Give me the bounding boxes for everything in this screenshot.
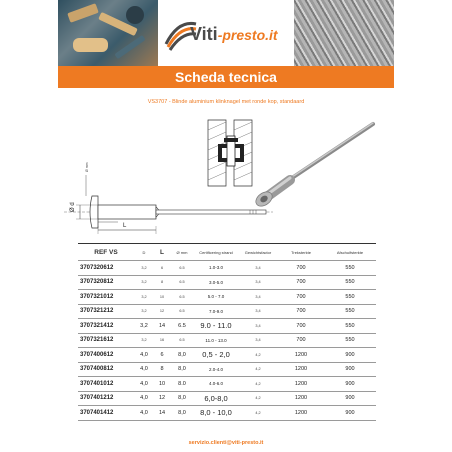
cell-tensile: 1200 bbox=[278, 391, 324, 406]
col-ref: REF VS bbox=[78, 244, 134, 261]
rivet-photo-icon bbox=[253, 123, 373, 209]
rivet-section-icon bbox=[208, 120, 252, 186]
datasheet-page bbox=[58, 0, 394, 452]
table-header-row bbox=[78, 244, 376, 261]
table-row bbox=[78, 304, 376, 319]
cell-ref: 3707321412 bbox=[78, 319, 134, 334]
product-subtitle: VS3707 - Blinde aluminium klinknagel met ronde kop, standaard bbox=[147, 99, 305, 105]
label-diameter: Ø d bbox=[70, 202, 76, 212]
cell-range: 4.0-6.0 bbox=[194, 377, 238, 392]
cell-tensile: 700 bbox=[278, 275, 324, 290]
cell-l: 14 bbox=[154, 406, 170, 421]
cell-d: 4,0 bbox=[134, 348, 154, 363]
cell-factor: 3,4 bbox=[238, 275, 278, 290]
cell-dmm: 8,0 bbox=[170, 362, 194, 377]
cell-shear: 550 bbox=[324, 319, 376, 334]
cell-ref: 3707320612 bbox=[78, 261, 134, 276]
cell-factor: 3,4 bbox=[238, 290, 278, 305]
cell-shear: 550 bbox=[324, 304, 376, 319]
cell-range: 9.0 - 11.0 bbox=[194, 319, 238, 334]
cell-tensile: 1200 bbox=[278, 377, 324, 392]
cell-shear: 900 bbox=[324, 362, 376, 377]
cell-ref: 3707401412 bbox=[78, 406, 134, 421]
logo[interactable] bbox=[190, 24, 278, 45]
cell-tensile: 700 bbox=[278, 261, 324, 276]
cell-dmm: 6.5 bbox=[170, 304, 194, 319]
cell-factor: 3,4 bbox=[238, 319, 278, 334]
table-row bbox=[78, 348, 376, 363]
cell-l: 10 bbox=[154, 290, 170, 305]
cell-shear: 550 bbox=[324, 261, 376, 276]
cell-d: 3,2 bbox=[134, 275, 154, 290]
cell-range: 7.0-9.0 bbox=[194, 304, 238, 319]
col-dmm: Ø mm bbox=[170, 244, 194, 261]
cell-ref: 3707401012 bbox=[78, 377, 134, 392]
cell-d: 3,2 bbox=[134, 319, 154, 334]
cell-l: 6 bbox=[154, 348, 170, 363]
cell-shear: 550 bbox=[324, 333, 376, 348]
table-row bbox=[78, 290, 376, 305]
table-row bbox=[78, 406, 376, 421]
cell-shear: 900 bbox=[324, 406, 376, 421]
cell-ref: 3707401212 bbox=[78, 391, 134, 406]
cell-tensile: 700 bbox=[278, 290, 324, 305]
cell-tensile: 1200 bbox=[278, 406, 324, 421]
cell-l: 6 bbox=[154, 261, 170, 276]
cell-d: 3,2 bbox=[134, 333, 154, 348]
cell-shear: 550 bbox=[324, 290, 376, 305]
tools-photo bbox=[58, 0, 158, 68]
cell-dmm: 6.5 bbox=[170, 333, 194, 348]
specs-table bbox=[78, 243, 376, 421]
logo-text: Viti bbox=[190, 24, 218, 44]
cell-factor: 4,2 bbox=[238, 391, 278, 406]
cell-factor: 3,4 bbox=[238, 261, 278, 276]
cell-tensile: 700 bbox=[278, 319, 324, 334]
cell-tensile: 1200 bbox=[278, 348, 324, 363]
col-d: D bbox=[134, 244, 154, 261]
cell-ref: 3707321612 bbox=[78, 333, 134, 348]
cell-shear: 550 bbox=[324, 275, 376, 290]
cell-dmm: 6.5 bbox=[170, 290, 194, 305]
contact-email[interactable]: servizio.clienti@viti-presto.it bbox=[188, 440, 264, 446]
table-row bbox=[78, 391, 376, 406]
cell-ref: 3707321212 bbox=[78, 304, 134, 319]
cell-tensile: 700 bbox=[278, 304, 324, 319]
cell-l: 10 bbox=[154, 377, 170, 392]
col-tensile: Treksterkte bbox=[278, 244, 324, 261]
cell-d: 4,0 bbox=[134, 377, 154, 392]
cell-dmm: 6.5 bbox=[170, 319, 194, 334]
cell-factor: 4,2 bbox=[238, 377, 278, 392]
cell-d: 3,2 bbox=[134, 304, 154, 319]
table-row bbox=[78, 333, 376, 348]
cell-tensile: 700 bbox=[278, 333, 324, 348]
table-row bbox=[78, 261, 376, 276]
cell-dmm: 6.5 bbox=[170, 275, 194, 290]
cell-factor: 4,2 bbox=[238, 362, 278, 377]
header-banner bbox=[58, 0, 394, 68]
cell-d: 4,0 bbox=[134, 406, 154, 421]
table-row bbox=[78, 377, 376, 392]
cell-range: 11.0 - 13.0 bbox=[194, 333, 238, 348]
table-row bbox=[78, 275, 376, 290]
cell-l: 14 bbox=[154, 319, 170, 334]
cell-l: 8 bbox=[154, 362, 170, 377]
cell-factor: 4,2 bbox=[238, 348, 278, 363]
cell-tensile: 1200 bbox=[278, 362, 324, 377]
cell-dmm: 8.0 bbox=[170, 377, 194, 392]
table-row bbox=[78, 319, 376, 334]
cell-ref: 3707320812 bbox=[78, 275, 134, 290]
cell-d: 3,2 bbox=[134, 290, 154, 305]
cell-range: 6,0-8,0 bbox=[194, 391, 238, 406]
cell-ref: 3707400612 bbox=[78, 348, 134, 363]
cell-shear: 900 bbox=[324, 391, 376, 406]
logo-accent: -presto.it bbox=[217, 27, 278, 43]
cell-ref: 3707321012 bbox=[78, 290, 134, 305]
cell-l: 16 bbox=[154, 333, 170, 348]
cell-range: 1.0-3.0 bbox=[194, 261, 238, 276]
cell-d: 3,2 bbox=[134, 261, 154, 276]
cell-l: 8 bbox=[154, 275, 170, 290]
cell-dmm: 8,0 bbox=[170, 406, 194, 421]
cell-factor: 4,2 bbox=[238, 406, 278, 421]
col-l: L bbox=[154, 244, 170, 261]
logo-area bbox=[158, 0, 294, 68]
cell-range: 8,0 - 10,0 bbox=[194, 406, 238, 421]
cell-range: 0,5 - 2,0 bbox=[194, 348, 238, 363]
cell-factor: 3,4 bbox=[238, 333, 278, 348]
page-title: Scheda tecnica bbox=[58, 66, 394, 88]
cell-l: 12 bbox=[154, 391, 170, 406]
technical-drawing bbox=[58, 110, 394, 235]
table-row bbox=[78, 362, 376, 377]
cell-shear: 900 bbox=[324, 377, 376, 392]
screws-photo bbox=[294, 0, 394, 68]
cell-d: 4,0 bbox=[134, 362, 154, 377]
cell-range: 2.0-4.0 bbox=[194, 362, 238, 377]
label-head-diameter: Ø mm bbox=[85, 162, 89, 172]
cell-ref: 3707400812 bbox=[78, 362, 134, 377]
cell-dmm: 8,0 bbox=[170, 391, 194, 406]
label-length: L bbox=[123, 223, 127, 229]
col-weight: Gewichtsfactor bbox=[238, 244, 278, 261]
col-shear: Afschuifsterkte bbox=[324, 244, 376, 261]
cell-factor: 3,4 bbox=[238, 304, 278, 319]
cell-l: 12 bbox=[154, 304, 170, 319]
cell-shear: 900 bbox=[324, 348, 376, 363]
cell-range: 3.0-5.0 bbox=[194, 275, 238, 290]
cell-d: 4,0 bbox=[134, 391, 154, 406]
cell-range: 5.0 - 7.0 bbox=[194, 290, 238, 305]
col-cert: Certificering strand bbox=[194, 244, 238, 261]
cell-dmm: 6.5 bbox=[170, 261, 194, 276]
cell-dmm: 8,0 bbox=[170, 348, 194, 363]
